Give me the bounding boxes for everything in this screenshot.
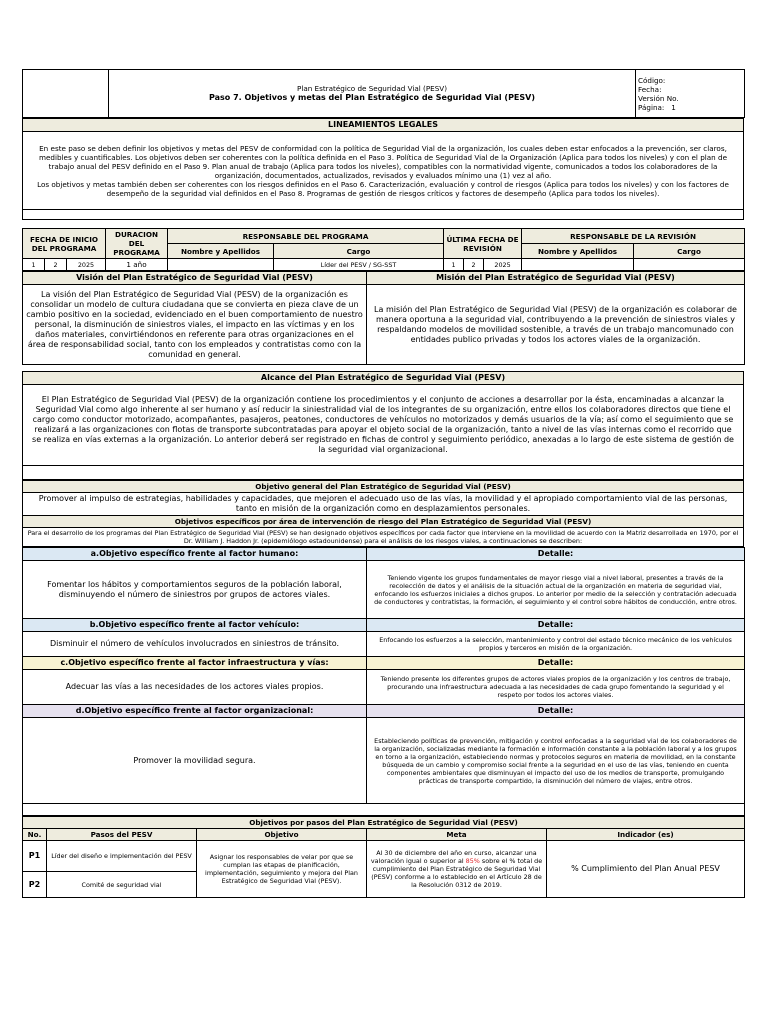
factor-infraestructura-detalle-label: Detalle:	[367, 657, 745, 670]
meta-text-a: Al 30 de diciembre del año en curso, alcanzar una valoración igual o superior al	[370, 849, 537, 865]
lineamientos-title: LINEAMIENTOS LEGALES	[23, 119, 744, 132]
objetivo-general-table	[22, 480, 744, 547]
nombre-value[interactable]	[168, 259, 274, 271]
table-row	[23, 841, 745, 872]
nombre-revision-value[interactable]	[522, 259, 634, 271]
vision-title: Visión del Plan Estratégico de Seguridad Vial (PESV)	[23, 272, 367, 285]
lineamientos-section	[22, 118, 744, 220]
lineamientos-body	[23, 132, 744, 210]
revision-dia[interactable]: 1	[444, 259, 464, 271]
factor-humano-detalle-label: Detalle:	[367, 548, 745, 561]
fecha-inicio-header: FECHA DE INICIO DEL PROGRAMA	[23, 229, 106, 259]
control-cell	[636, 70, 745, 118]
col-indicador-header: Indicador (es)	[547, 829, 745, 841]
especificos-title: Objetivos específicos por área de intervención de riesgo del Plan Estratégico de Seguridad Vial (PESV)	[23, 516, 744, 528]
inicio-dia[interactable]: 1	[23, 259, 45, 271]
duracion-header: DURACION DEL PROGRAMA	[106, 229, 168, 259]
pagina-label: Página:	[638, 102, 665, 112]
alcance-table	[22, 371, 744, 480]
factor-humano-detalle: Teniendo vigente los grupos fundamentales de mayor riesgo vial a nivel laboral, presentes a través de la recolección de datos y el análisis de la situación actual de la organización en materia de seguridad vial, enfocando los esfuerzos iniciales a dichos grupos. Lo anterior por medio de la selección y contratación adecuada de conductores y contratistas, la formación, el seguimiento y el control sobre hábitos de conducción, entre otros.	[367, 561, 745, 619]
cargo-header: Cargo	[274, 244, 444, 259]
pagina-value: 1	[671, 102, 676, 112]
lineamientos-text: En este paso se deben definir los objetivos y metas del PESV de conformidad con la política de Seguridad Vial de la organización, los cuales deben estar enfocados a la prevención, ser claros, medibles y cuantificables. Los objetivos deben ser coherentes con la política definida en el Paso 3. Política de Seguridad Vial de la Organización (Aplica para todos los niveles) y con el plan de trabajo anual del PESV definido en el Paso 9. Plan anual de trabajo (Aplica para todos los niveles), compatibles con la normatividad vigente, comunicados a todos los colaboradores de la organización, documentados, actualizados, revisados y evaluados mínimo una (1) vez al año.	[39, 143, 727, 180]
version-label: Versión No.	[638, 93, 679, 103]
objetivo-general-text: Promover al impulso de estrategias, habilidades y capacidades, que mejoren el adecuado uso de las vías, la movilidad y el apropiado comportamiento vial de las personas, tanto en misión de la organización como en desplazamientos personales.	[23, 493, 744, 516]
pasos-table	[22, 816, 745, 898]
factor-organizacional-detalle-label: Detalle:	[367, 705, 745, 718]
factor-organizacional-title: d.Objetivo específico frente al factor organizacional:	[23, 705, 367, 718]
inicio-mes[interactable]: 2	[45, 259, 67, 271]
factor-vehiculo-detalle-label: Detalle:	[367, 619, 745, 632]
paso-no: P2	[23, 872, 47, 898]
factor-organizacional-detalle: Estableciendo políticas de prevención, mitigación y control enfocadas a la seguridad vial de los colaboradores de la organización, socializadas mediante la formación e información constante a la población laboral y a los grupos en torno a la organización, estableciendo normas y protocolos seguros en materia de movilidad, en la constante búsqueda de un cambio y compromiso social frente a la seguridad en el uso de las vías, teniendo en cuenta componentes ambientales que disminuyan el impacto del uso de los medios de transporte, promulgando prácticas de transporte compartido, la disminución del número de viajes, entre otros.	[367, 718, 745, 804]
responsable-header: RESPONSABLE DEL PROGRAMA	[168, 229, 444, 244]
inicio-anio[interactable]: 2025	[67, 259, 106, 271]
lineamientos-text-2: Los objetivos y metas también deben ser coherentes con los riesgos definidos en el Paso 6. Caracterización, evaluación y control de riesgos (Aplica para todos los niveles) y con los factores de desempeño de la seguridad vial definidos en el Paso 8. Programas de gestión de riesgos críticos y factores de desempeño (Aplica para todos los niveles).	[37, 179, 729, 198]
objetivos-especificos-table	[22, 547, 745, 816]
document-header	[22, 69, 745, 118]
nombre-revision-header: Nombre y Apellidos	[522, 244, 634, 259]
paso-name: Comité de seguridad vial	[47, 872, 197, 898]
paso-no: P1	[23, 841, 47, 872]
col-meta-header: Meta	[367, 829, 547, 841]
factor-infraestructura-detalle: Teniendo presente los diferentes grupos de actores viales propios de la organización y los centros de trabajo, procurando una infraestructura adecuada a las necesidades de cada grupo fomentando la seguridad y el respeto por todos los actores viales.	[367, 670, 745, 705]
cargo-value[interactable]: Líder del PESV / SG-SST	[274, 259, 444, 271]
paso-objetivo: Asignar los responsables de velar por que se cumplan las etapas de planificación, implementación, seguimiento y mejora del Plan Estratégico de Seguridad Vial (PESV).	[197, 841, 367, 898]
codigo-label: Código:	[638, 75, 666, 85]
objetivo-general-title: Objetivo general del Plan Estratégico de Seguridad Vial (PESV)	[23, 481, 744, 493]
cargo-revision-header: Cargo	[634, 244, 745, 259]
duracion-value[interactable]: 1 año	[106, 259, 168, 271]
factor-humano-objetivo: Fomentar los hábitos y comportamientos seguros de la población laboral, disminuyendo el número de siniestros por grupos de actores viales.	[23, 561, 367, 619]
programa-table	[22, 228, 745, 271]
especificos-intro: Para el desarrollo de los programas del Plan Estratégico de Seguridad Vial (PESV) se han designado objetivos específicos por cada factor que interviene en la movilidad de acuerdo con la Matriz desarrollada en 1970, por el Dr. William J. Haddon Jr. (epidemiólogo estadounidense) para el análisis de los riesgos viales, a continuaciones se describen:	[23, 528, 744, 547]
logo-cell	[23, 70, 109, 118]
ultima-fecha-header: ÚLTIMA FECHA DE REVISIÓN	[444, 229, 522, 259]
responsable-revision-header: RESPONSABLE DE LA REVISIÓN	[522, 229, 745, 244]
factor-vehiculo-title: b.Objetivo específico frente al factor vehículo:	[23, 619, 367, 632]
alcance-text: El Plan Estratégico de Seguridad Vial (PESV) de la organización contiene los procedimientos y el conjunto de acciones a desarrollar por la ésta, encaminadas a alcanzar la Seguridad Vial como algo inherente al ser humano y así reducir la siniestralidad vial de los integrantes de su organización, entre ellos los colaboradores directos que tiene el cargo como conductor motorizado, acompañantes, pasajeros, peatones, conductores de vehículos no motorizados y demás usuarios de la vía; así como el seguimiento que se realizará a las organizaciones con flotas de transporte subcontratadas para apoyar el objeto social de la organización, tanto a nivel de las vías internas como el recorrido que se realiza en vías externas a la organización. Lo anterior deberá ser registrado en fichas de control y seguimiento periódico, anexadas a lo largo de este sistema de gestión de la seguridad vial organizacional.	[23, 385, 744, 466]
vision-mision-table	[22, 271, 745, 365]
factor-infraestructura-objetivo: Adecuar las vías a las necesidades de los actores viales propios.	[23, 670, 367, 705]
mision-text: La misión del Plan Estratégico de Seguridad Vial (PESV) de la organización es colaborar de manera oportuna a la seguridad vial, contribuyendo a la prevención de siniestros viales y respaldando modelos de movilidad sostenible, a través de un trabajo mancomunado con entidades publico privadas y todos los actores viales de la organización.	[367, 285, 745, 365]
meta-text-b: sobre el % total de cumplimiento del Plan Estratégico de Seguridad Vial (PESV) conforme a lo establecido en el Artículo 28 de la Resolución 0312 de 2019.	[371, 857, 543, 889]
spacer-row	[23, 210, 744, 220]
col-no-header: No.	[23, 829, 47, 841]
mision-title: Misión del Plan Estratégico de Seguridad Vial (PESV)	[367, 272, 745, 285]
paso-indicador: % Cumplimiento del Plan Anual PESV	[547, 841, 745, 898]
vision-text: La visión del Plan Estratégico de Seguridad Vial (PESV) de la organización es consolidar un modelo de cultura ciudadana que se convierta en pieza clave de un cambio positivo en la sociedad, evidenciado en el buen comportamiento de nuestro personal, la disminución de siniestros viales, el impacto en las víctimas y en los daños materiales, convirtiéndonos en referente para otras organizaciones en el área de responsabilidad social, tanto con los empleados y contratistas como con la comunidad en general.	[23, 285, 367, 365]
col-paso-header: Pasos del PESV	[47, 829, 197, 841]
paso-meta	[367, 841, 547, 898]
factor-infraestructura-title: c.Objetivo específico frente al factor infraestructura y vías:	[23, 657, 367, 670]
spacer-row-2	[23, 466, 744, 480]
col-objetivo-header: Objetivo	[197, 829, 367, 841]
cargo-revision-value[interactable]	[634, 259, 745, 271]
factor-humano-title: a.Objetivo específico frente al factor humano:	[23, 548, 367, 561]
meta-percentage: 85%	[465, 857, 480, 865]
revision-anio[interactable]: 2025	[484, 259, 522, 271]
revision-mes[interactable]: 2	[464, 259, 484, 271]
company-title: Plan Estratégico de Seguridad Vial (PESV)	[296, 84, 447, 93]
document-sheet	[22, 69, 744, 898]
alcance-title: Alcance del Plan Estratégico de Seguridad Vial (PESV)	[23, 372, 744, 385]
nombre-header: Nombre y Apellidos	[168, 244, 274, 259]
factor-vehiculo-objetivo: Disminuir el número de vehículos involucrados en siniestros de tránsito.	[23, 632, 367, 657]
pasos-title: Objetivos por pasos del Plan Estratégico de Seguridad Vial (PESV)	[23, 817, 745, 829]
document-title: Paso 7. Objetivos y metas del Plan Estratégico de Seguridad Vial (PESV)	[208, 93, 535, 102]
paso-name: Líder del diseño e implementación del PESV	[47, 841, 197, 872]
spacer-row-3	[23, 804, 745, 816]
fecha-label: Fecha:	[638, 84, 662, 94]
factor-organizacional-objetivo: Promover la movilidad segura.	[23, 718, 367, 804]
factor-vehiculo-detalle: Enfocando los esfuerzos a la selección, mantenimiento y control del estado técnico mecánico de los vehículos propios y terceros en misión de la organización.	[367, 632, 745, 657]
title-cell	[109, 70, 636, 118]
